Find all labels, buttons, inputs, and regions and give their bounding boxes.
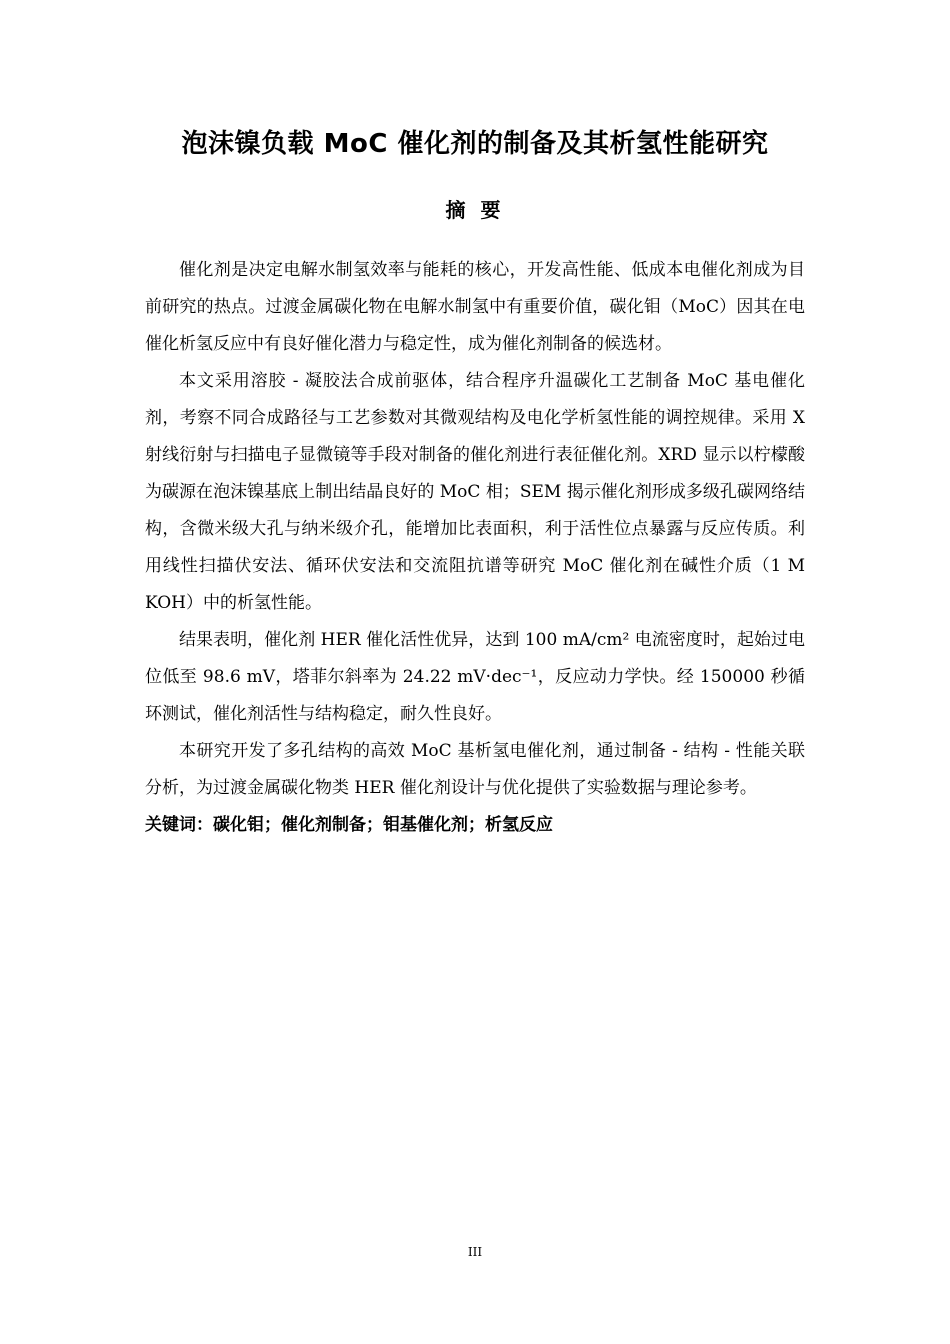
abstract-paragraph-2: 本文采用溶胶 - 凝胶法合成前驱体，结合程序升温碳化工艺制备 MoC 基电催化剂，考察不同合成路径与工艺参数对其微观结构及电化学析氢性能的调控规律。采用 X 射线衍射与扫描电子显微镜等手段对制备的催化剂进行表征催化剂。XRD 显示以柠檬酸为碳源在泡沫镍基底上制出结晶良好的 MoC 相；SEM 揭示催化剂形成多级孔碳网络结构，含微米级大孔与纳米级介孔，能增加比表面积，利于活性位点暴露与反应传质。利用线性扫描伏安法、循环伏安法和交流阻抗谱等研究 MoC 催化剂在碱性介质（1 M KOH）中的析氢性能。 [145,371,805,613]
keywords-line: 关键词：碳化钼；催化剂制备；钼基催化剂；析氢反应 [145,815,553,835]
abstract-paragraph-1: 催化剂是决定电解水制氢效率与能耗的核心，开发高性能、低成本电催化剂成为目前研究的热点。过渡金属碳化物在电解水制氢中有重要价值，碳化钼（MoC）因其在电催化析氢反应中有良好催化潜力与稳定性，成为催化剂制备的候选材。 [145,260,805,354]
page-number: III [467,1245,483,1259]
abstract-heading: 摘 要 [445,198,505,222]
document-title: 泡沫镍负载 MoC 催化剂的制备及其析氢性能研究 [181,129,769,159]
abstract-body [145,252,805,844]
abstract-paragraph-3: 结果表明，催化剂 HER 催化活性优异，达到 100 mA/cm² 电流密度时，起始过电位低至 98.6 mV，塔菲尔斜率为 24.22 mV·dec⁻¹，反应动力学快。经 150000 秒循环测试，催化剂活性与结构稳定，耐久性良好。 [145,630,805,724]
abstract-paragraph-4: 本研究开发了多孔结构的高效 MoC 基析氢电催化剂，通过制备 - 结构 - 性能关联分析，为过渡金属碳化物类 HER 催化剂设计与优化提供了实验数据与理论参考。 [145,741,805,798]
